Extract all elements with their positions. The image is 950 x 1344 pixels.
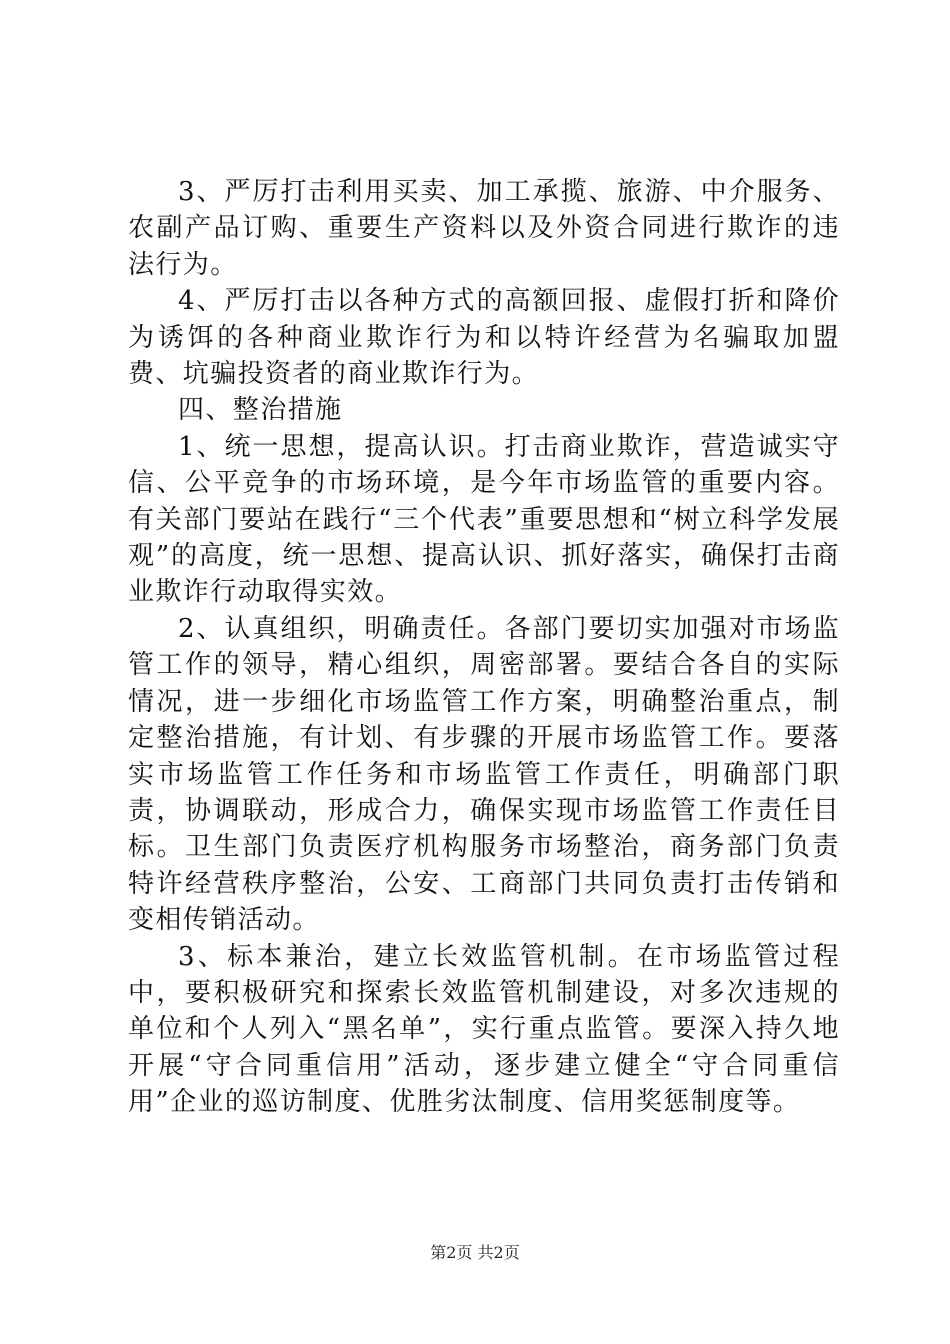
paragraph-measure-1: 1、统一思想，提高认识。打击商业欺诈，营造诚实守信、公平竞争的市场环境，是今年市场监管的重要内容。有关部门要站在践行“三个代表”重要思想和“树立科学发展观”的高度，统一思想、提高认识、抓好落实，确保打击商业欺诈行动取得实效。 <box>128 431 840 608</box>
document-body <box>128 174 840 1121</box>
paragraph-measure-3: 3、标本兼治，建立长效监管机制。在市场监管过程中，要积极研究和探索长效监管机制建设，对多次违规的单位和个人列入“黑名单”，实行重点监管。要深入持久地开展“守合同重信用”活动，逐步建立健全“守合同重信用”企业的巡访制度、优胜劣汰制度、信用奖惩制度等。 <box>128 941 840 1118</box>
paragraph-measure-2: 2、认真组织，明确责任。各部门要切实加强对市场监管工作的领导，精心组织，周密部署。要结合各自的实际情况，进一步细化市场监管工作方案，明确整治重点，制定整治措施，有计划、有步骤的开展市场监管工作。要落实市场监管工作任务和市场监管工作责任，明确部门职责，协调联动，形成合力，确保实现市场监管工作责任目标。卫生部门负责医疗机构服务市场整治，商务部门负责特许经营秩序整治，公安、工商部门共同负责打击传销和变相传销活动。 <box>128 613 840 936</box>
section-heading: 四、整治措施 <box>178 395 343 426</box>
page-footer: 第2页 共2页 <box>430 1243 520 1262</box>
paragraph-item-4: 4、严厉打击以各种方式的高额回报、虚假打折和降价为诱饵的各种商业欺诈行为和以特许经营为名骗取加盟费、坑骗投资者的商业欺诈行为。 <box>128 286 840 390</box>
paragraph-item-3: 3、严厉打击利用买卖、加工承揽、旅游、中介服务、农副产品订购、重要生产资料以及外资合同进行欺诈的违法行为。 <box>128 177 840 280</box>
